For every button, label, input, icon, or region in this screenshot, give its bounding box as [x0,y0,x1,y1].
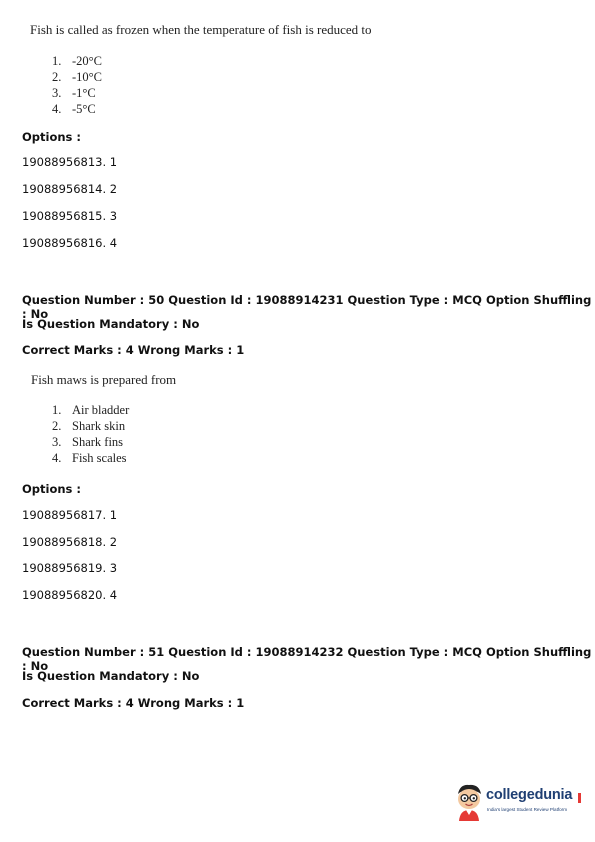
answer-item: 3. Shark fins [52,435,124,449]
answer-item: 2. Shark skin [52,419,126,433]
answer-item: 4. -5°C [52,102,96,116]
question-text: Fish maws is prepared from [31,372,177,387]
question-header: Question Number : 51 Question Id : 19088914232 Question Type : MCQ Option Shuffling : No [22,645,592,673]
option-id: 19088956819. 3 [22,561,118,575]
answer-item: 1. -20°C [52,54,102,68]
logo-tagline: India's largest Student Review Platform [487,807,568,812]
option-id: 19088956817. 1 [22,508,118,522]
logo-accent-bar [578,793,581,803]
option-id: 19088956813. 1 [22,155,118,169]
options-label: Options : [22,130,81,144]
option-id: 19088956820. 4 [22,588,118,602]
mascot-icon [452,782,486,822]
answer-item: 2. -10°C [52,70,102,84]
question-header: Question Number : 50 Question Id : 19088914231 Question Type : MCQ Option Shuffling : No [22,293,592,321]
question-marks: Correct Marks : 4 Wrong Marks : 1 [22,343,245,357]
option-id: 19088956818. 2 [22,535,118,549]
options-label: Options : [22,482,81,496]
question-text: Fish is called as frozen when the temperature of fish is reduced to [30,22,372,37]
question-marks: Correct Marks : 4 Wrong Marks : 1 [22,696,245,710]
option-id: 19088956814. 2 [22,182,118,196]
question-mandatory: Is Question Mandatory : No [22,669,200,683]
question-mandatory: Is Question Mandatory : No [22,317,200,331]
logo-brand: collegedunia [486,787,573,803]
answer-item: 3. -1°C [52,86,96,100]
answer-item: 4. Fish scales [52,451,127,465]
option-id: 19088956816. 4 [22,236,118,250]
answer-item: 1. Air bladder [52,403,130,417]
option-id: 19088956815. 3 [22,209,118,223]
